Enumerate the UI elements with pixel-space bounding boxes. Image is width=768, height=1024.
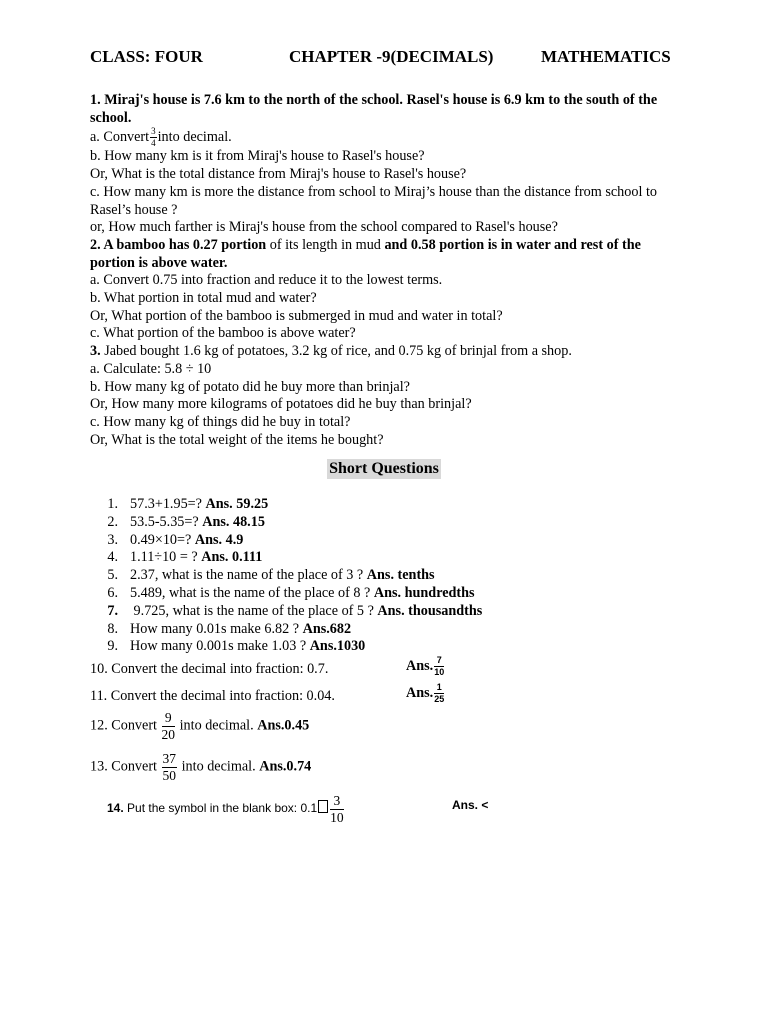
short-question-item — [90, 620, 690, 638]
q1-c: c. How many km is more the distance from school to Miraj’s house than the distance from school to Rasel’s house ? — [90, 183, 657, 218]
short-q12 — [90, 711, 690, 741]
q3-c: c. How many kg of things did he buy in total? — [90, 413, 351, 430]
worksheet-header — [90, 47, 680, 69]
q1-a — [90, 127, 682, 148]
q14-text: Put the symbol in the blank box: 0.1 — [123, 801, 318, 816]
q12-fraction — [162, 711, 176, 741]
q12-den: 20 — [161, 726, 176, 742]
short-questions-title-wrap — [0, 459, 768, 479]
q11-text: 11. Convert the decimal into fraction: 0.04. — [90, 688, 335, 704]
q14-num: 3 — [330, 794, 344, 810]
short-question-number: 2. — [107, 513, 118, 530]
q2-stem — [90, 237, 682, 272]
short-question-number: 8. — [107, 620, 118, 637]
short-question-item — [90, 531, 690, 549]
q14-den: 10 — [330, 809, 344, 825]
q11-ans-num: 1 — [434, 683, 444, 694]
q13-fraction — [162, 752, 178, 782]
short-q11 — [90, 682, 690, 705]
q1-stem: 1. Miraj's house is 7.6 km to the north of the school. Rasel's house is 6.9 km to the south of the school. — [90, 92, 658, 126]
short-question-answer: Ans. 0.111 — [201, 549, 263, 566]
short-question-number: 5. — [107, 567, 118, 584]
short-question-item — [90, 584, 690, 602]
short-question-number: 9. — [107, 638, 118, 655]
class-label: CLASS: FOUR — [90, 47, 203, 66]
q13-answer: Ans.0.74 — [259, 758, 312, 775]
short-question-answer: Ans.682 — [302, 620, 352, 637]
chapter-label: CHAPTER -9(DECIMALS) — [289, 47, 494, 66]
q10-ans-den: 10 — [434, 667, 445, 677]
short-question-text: 57.3+1.95=? — [130, 496, 206, 512]
q3-c-or: Or, What is the total weight of the items he bought? — [90, 431, 384, 448]
q3-number: 3. — [90, 343, 101, 360]
short-question-answer: Ans. 59.25 — [205, 496, 269, 512]
short-question-answer: Ans. 4.9 — [194, 531, 244, 548]
q12-post: into decimal. — [176, 717, 258, 734]
q3-stem-text: Jabed bought 1.6 kg of potatoes, 3.2 kg of rice, and 0.75 kg of brinjal from a shop. — [100, 343, 572, 360]
q14-number: 14. — [107, 801, 124, 816]
q13-den: 50 — [162, 767, 177, 783]
short-question-number: 3. — [107, 531, 118, 548]
short-question-answer: Ans. 48.15 — [202, 513, 265, 530]
short-question-item — [90, 637, 690, 655]
q11-ans-den: 25 — [434, 694, 445, 704]
q1-b-or: Or, What is the total distance from Miraj's house to Rasel's house? — [90, 166, 467, 183]
short-question-number: 6. — [107, 585, 118, 601]
short-q10 — [90, 655, 690, 678]
q10-ans-num: 7 — [434, 656, 444, 667]
blank-box-icon — [318, 800, 328, 813]
q11-answer — [406, 683, 445, 704]
short-question-text: How many 0.001s make 1.03 ? — [130, 638, 310, 655]
short-question-text: 5.489, what is the name of the place of 8 ? — [130, 585, 374, 601]
short-question-item — [90, 602, 690, 620]
q2-stem-part3: and 0.58 portion is in water and rest of the portion is above water. — [90, 236, 641, 271]
short-question-text: 1.11÷10 = ? — [130, 549, 202, 566]
q1-b: b. How many km is it from Miraj's house to Rasel's house? — [90, 148, 425, 165]
short-question-answer: Ans.1030 — [309, 638, 366, 655]
q11-ans-fraction — [434, 683, 444, 704]
q14-answer: Ans. < — [452, 798, 489, 812]
short-question-text: 2.37, what is the name of the place of 3 ? — [130, 567, 367, 584]
q3-stem — [90, 343, 682, 361]
short-q13 — [90, 752, 690, 782]
q13-num: 37 — [162, 751, 177, 766]
q12-num: 9 — [162, 711, 176, 727]
q12-pre: 12. Convert — [90, 717, 157, 734]
short-question-number: 4. — [107, 549, 118, 566]
short-question-answer: Ans. tenths — [366, 567, 435, 584]
q14-fraction — [330, 794, 344, 824]
q3-b: b. How many kg of potato did he buy more than brinjal? — [90, 378, 410, 395]
q1-a-numerator: 3 — [151, 126, 156, 137]
short-question-item — [90, 548, 690, 566]
q10-answer — [406, 656, 445, 677]
short-question-item — [90, 495, 690, 513]
q10-ans-fraction — [434, 656, 444, 677]
q1-a-fraction — [150, 127, 157, 148]
q13-post: into decimal. — [178, 758, 260, 775]
short-question-item — [90, 513, 690, 531]
q12-answer: Ans.0.45 — [257, 717, 310, 734]
q1-a-post: into decimal. — [157, 129, 232, 146]
q10-text: 10. Convert the decimal into fraction: 0.7. — [90, 661, 329, 677]
short-question-answer: Ans. thousandths — [377, 602, 483, 619]
q11-ans-label: Ans. — [406, 684, 434, 701]
q1-a-denominator: 4 — [151, 138, 156, 149]
short-question-number: 7. — [107, 602, 118, 619]
short-question-answer: Ans. hundredths — [373, 585, 475, 601]
q1-c-or: or, How much farther is Miraj's house from the school compared to Rasel's house? — [90, 219, 558, 236]
q10-ans-label: Ans. — [406, 657, 434, 674]
q2-b-or: Or, What portion of the bamboo is submerged in mud and water in total? — [90, 307, 503, 324]
q13-pre: 13. Convert — [90, 758, 157, 775]
q3-a: a. Calculate: 5.8 ÷ 10 — [90, 360, 212, 377]
q2-a: a. Convert 0.75 into fraction and reduce it to the lowest terms. — [90, 272, 443, 289]
q1-a-pre: a. Convert — [90, 129, 150, 146]
short-question-item — [90, 566, 690, 584]
short-questions-title: Short Questions — [329, 460, 439, 477]
short-question-text: 53.5-5.35=? — [130, 513, 203, 530]
q2-c: c. What portion of the bamboo is above water? — [90, 325, 356, 342]
short-question-text: 9.725, what is the name of the place of 5 ? — [130, 602, 378, 619]
short-q14 — [107, 794, 667, 824]
q3-b-or: Or, How many more kilograms of potatoes did he buy than brinjal? — [90, 396, 472, 413]
q2-stem-part2: of its length in mud — [266, 236, 385, 253]
q2-b: b. What portion in total mud and water? — [90, 290, 317, 307]
short-question-number: 1. — [107, 496, 118, 512]
q2-stem-part1: 2. A bamboo has 0.27 portion — [90, 236, 267, 253]
short-question-text: 0.49×10=? — [130, 531, 195, 548]
creative-questions — [90, 92, 682, 449]
short-question-text: How many 0.01s make 6.82 ? — [130, 620, 303, 637]
subject-label: MATHEMATICS — [541, 47, 671, 66]
